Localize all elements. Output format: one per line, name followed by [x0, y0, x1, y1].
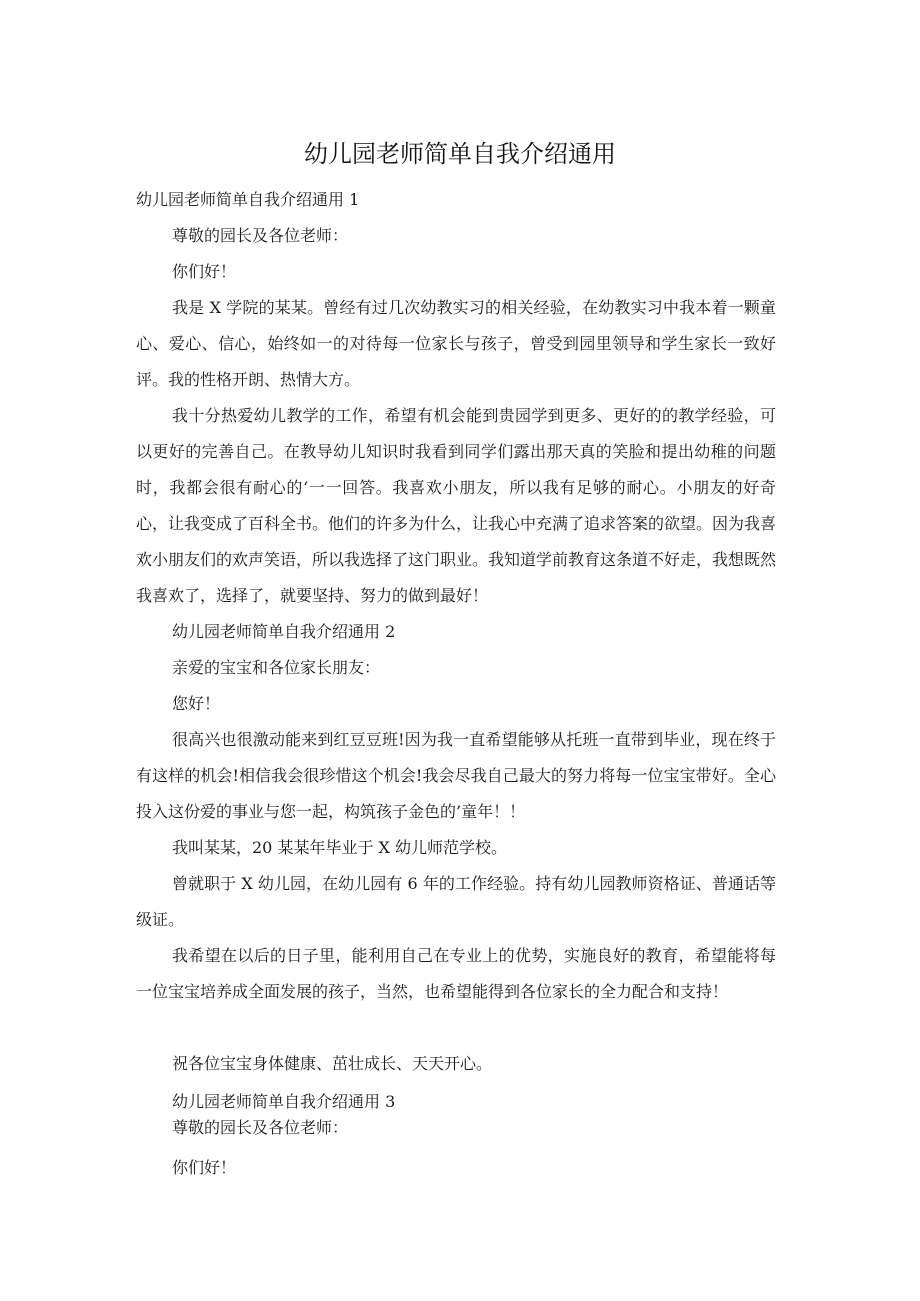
section-3-hello: 你们好！ [172, 1158, 237, 1177]
section-2-paragraph-1: 很高兴也很激动能来到红豆豆班!因为我一直希望能够从托班一直带到毕业，现在终于有这样的机会!相信我会很珍惜这个机会!我会尽我自己最大的努力将每一位宝宝带好。全心投入这份爱的事业与您一起，构筑孩子金色的’童年！！ [136, 730, 776, 821]
section-2-heading: 幼儿园老师简单自我介绍通用 2 [172, 622, 396, 641]
section-1-paragraph-1: 我是 X 学院的某某。曾经有过几次幼教实习的相关经验，在幼教实习中我本着一颗童心、爱心、信心，始终如一的对待每一位家长与孩子，曾受到园里领导和学生家长一致好评。我的性格开朗、热情大方。 [136, 298, 776, 389]
section-1-paragraph-2: 我十分热爱幼儿教学的工作，希望有机会能到贵园学到更多、更好的的教学经验，可以更好的完善自己。在教导幼儿知识时我看到同学们露出那天真的笑脸和提出幼稚的问题时，我都会很有耐心的‘一一回答。我喜欢小朋友，所以我有足够的耐心。小朋友的好奇心，让我变成了百科全书。他们的许多为什么，让我心中充满了追求答案的欲望。因为我喜欢小朋友们的欢声笑语，所以我选择了这门职业。我知道学前教育这条道不好走，我想既然我喜欢了，选择了，就要坚持、努力的做到最好！ [136, 406, 777, 605]
document-title: 幼儿园老师简单自我介绍通用 [304, 140, 616, 168]
section-3-heading: 幼儿园老师简单自我介绍通用 3 [172, 1092, 396, 1111]
section-2-hello: 您好！ [172, 694, 221, 713]
section-1-hello: 你们好！ [172, 262, 237, 281]
section-2-paragraph-4: 我希望在以后的日子里，能利用自己在专业上的优势，实施良好的教育，希望能将每一位宝宝培养成全面发展的孩子，当然，也希望能得到各位家长的全力配合和支持！ [136, 946, 776, 1001]
section-2-paragraph-5: 祝各位宝宝身体健康、茁壮成长、天天开心。 [172, 1054, 493, 1073]
section-3-greeting: 尊敬的园长及各位老师： [172, 1118, 349, 1137]
section-2-paragraph-3: 曾就职于 X 幼儿园，在幼儿园有 6 年的工作经验。持有幼儿园教师资格证、普通话等级证。 [136, 874, 776, 929]
section-1-greeting: 尊敬的园长及各位老师： [172, 226, 349, 245]
section-2-paragraph-2: 我叫某某，20 某某年毕业于 X 幼儿师范学校。 [172, 838, 508, 857]
section-2-greeting: 亲爱的宝宝和各位家长朋友： [172, 658, 381, 677]
section-1-heading: 幼儿园老师简单自我介绍通用 1 [136, 190, 360, 209]
